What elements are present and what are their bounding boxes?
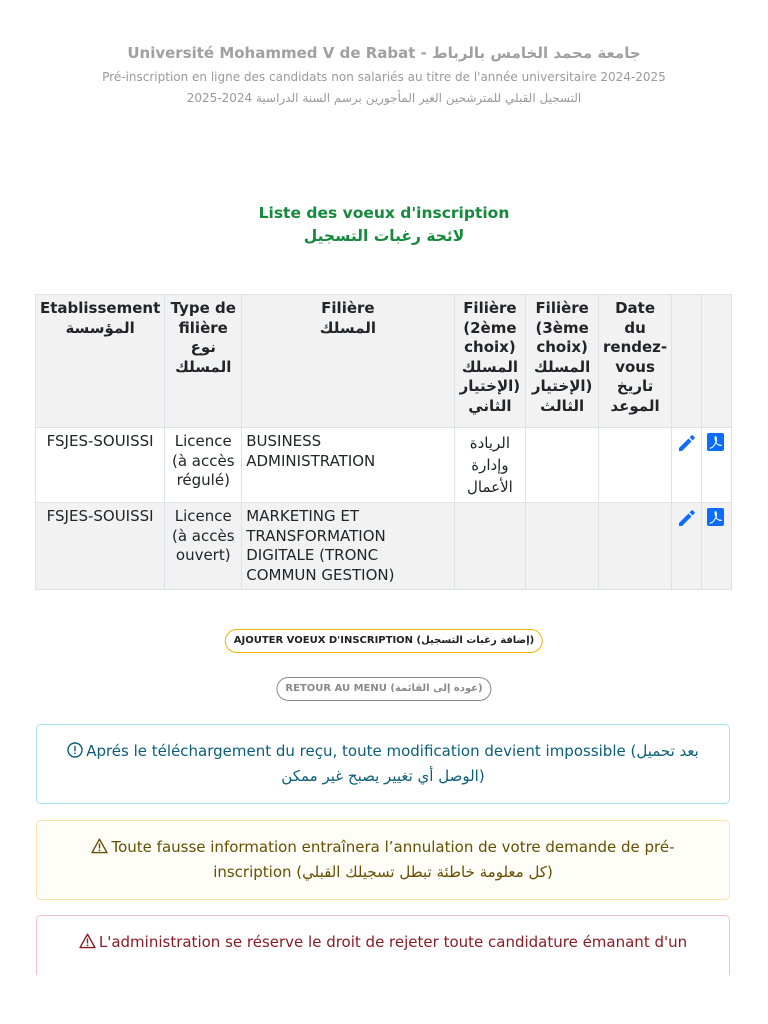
warning-triangle-icon — [79, 933, 96, 956]
info-circle-icon — [67, 742, 83, 765]
header-date: Date du rendez-vous تاريخ الموعد — [599, 295, 672, 428]
pdf-icon[interactable] — [706, 432, 726, 452]
subtitle-arabic: التسجيل القبلي للمترشحين الغير المأجورين برسم السنة الدراسية 2024-2025 — [186, 91, 582, 105]
list-title-fr: Liste des voeux d'inscription — [258, 204, 510, 222]
danger-alert-text: L'administration se réserve le droit de rejeter toute candidature émanant d'un — [98, 933, 688, 951]
pencil-icon[interactable] — [676, 507, 696, 527]
header-filiere: Filière المسلك — [242, 295, 454, 428]
cell-choix2: الريادة وإدارة الأعمال — [454, 428, 526, 503]
cell-filiere: BUSINESS ADMINISTRATION — [242, 428, 454, 503]
cell-date — [599, 503, 672, 590]
cell-etablissement: FSJES-SOUISSI — [36, 503, 165, 590]
pencil-icon[interactable] — [676, 432, 696, 452]
cell-type: Licence (à accès ouvert) — [165, 503, 242, 590]
info-alert — [36, 724, 730, 804]
header-choix2: Filière (2ème choix) المسلك (الإختيار الثاني — [454, 295, 526, 428]
list-title-ar: لائحة رغبات التسجيل — [303, 227, 465, 245]
cell-filiere: MARKETING ET TRANSFORMATION DIGITALE (TRONC COMMUN GESTION) — [242, 503, 454, 590]
table-row — [36, 428, 732, 503]
cell-edit — [672, 428, 702, 503]
warning-alert-text: Toute fausse information entraînera l’annulation de votre demande de pré-inscription (كل معلومة خاطئة تبطل تسجيلك القبلي) — [111, 838, 675, 881]
info-alert-text: Aprés le téléchargement du reçu, toute modification devient impossible (بعد تحميل الوصل أي تغيير يصبح غير ممكن) — [86, 742, 699, 785]
header-choix3: Filière (3ème choix) المسلك (الإختيار الثالث — [526, 295, 599, 428]
list-title — [0, 202, 768, 248]
subtitle-french: Pré-inscription en ligne des candidats non salariés au titre de l'année universitaire 2024-2025 — [102, 70, 666, 84]
table-row — [36, 503, 732, 590]
warning-alert — [36, 820, 730, 900]
cell-type: Licence (à accès régulé) — [165, 428, 242, 503]
cell-choix3 — [526, 428, 599, 503]
voeux-table — [35, 294, 732, 590]
cell-choix2 — [454, 503, 526, 590]
viewport-bottom-mask — [0, 975, 768, 1024]
warning-triangle-icon — [91, 838, 108, 861]
table-header-row — [36, 295, 732, 428]
header-etablissement: Etablissement المؤسسة — [36, 295, 165, 428]
cell-date — [599, 428, 672, 503]
pdf-icon[interactable] — [706, 507, 726, 527]
header-pdf — [702, 295, 732, 428]
cell-edit — [672, 503, 702, 590]
university-title: Université Mohammed V de Rabat - جامعة محمد الخامس بالرباط — [127, 44, 641, 62]
header-type: Type de filière نوع المسلك — [165, 295, 242, 428]
add-voeux-button[interactable]: AJOUTER VOEUX D'INSCRIPTION (إضافة رغبات التسجيل) — [225, 629, 543, 653]
back-to-menu-button[interactable]: RETOUR AU MENU (عودة إلى القائمة) — [276, 677, 491, 701]
cell-choix3 — [526, 503, 599, 590]
cell-pdf — [702, 503, 732, 590]
header-edit — [672, 295, 702, 428]
cell-pdf — [702, 428, 732, 503]
cell-etablissement: FSJES-SOUISSI — [36, 428, 165, 503]
